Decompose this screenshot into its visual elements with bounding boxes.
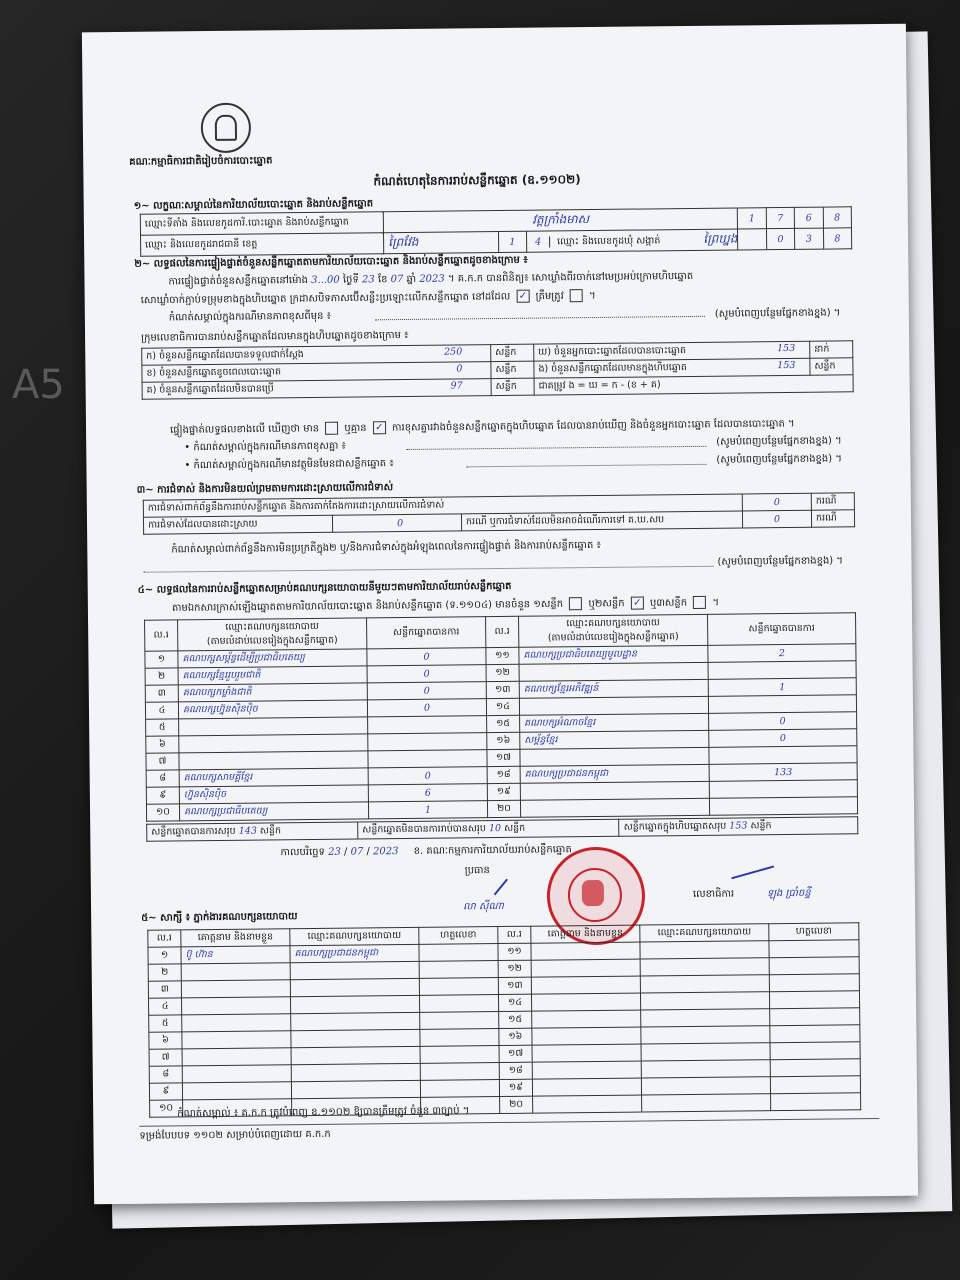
resolved-value: 0 (396, 517, 404, 529)
date-label: កាលបរិច្ឆេទ (280, 846, 325, 859)
col-votes-right: សន្លឹកឆ្នោតបានការ (708, 613, 856, 646)
objections-value: 0 (742, 493, 811, 511)
party-name-left: គណបក្សសម្ព័ន្ធដើម្បីប្រជាធិបតេយ្យ (178, 649, 367, 668)
w-col-party-right: ឈ្មោះគណបក្សនយោបាយ (640, 924, 769, 942)
witness-party-right (640, 958, 769, 976)
witness-party-right (641, 1060, 770, 1078)
three-sheets-checkbox[interactable] (693, 596, 706, 609)
witness-name-right (531, 942, 640, 960)
party-name-right: គណបក្សអំណាចខ្មែរ (520, 713, 709, 732)
witness-party-right (641, 1077, 770, 1095)
total-valid-label: សន្លឹកឆ្នោតបានការសរុប (151, 825, 236, 838)
unresolved-value: 0 (742, 510, 811, 528)
party-no-right: ១១ (486, 647, 519, 664)
party-votes-right: 0 (709, 729, 857, 748)
station-code-1: 1 (738, 208, 767, 229)
party-no-right: ១៣ (486, 681, 519, 698)
party-no-left: ៥ (146, 719, 179, 736)
witness-sign-left (419, 995, 498, 1013)
witness-no-right: ១៩ (499, 1079, 532, 1096)
objections-table (143, 492, 855, 534)
witness-no-right: ១១ (498, 943, 531, 960)
party-name-right (519, 662, 708, 681)
witness-table (147, 922, 861, 1117)
col-no-left: ល.រ (145, 620, 178, 651)
witness-party-left: គណបក្សប្រជាជនកម្ពុជា (290, 944, 419, 962)
one-sheet-checkbox[interactable] (569, 597, 582, 610)
w-col-sign-right: ហត្ថលេខា (769, 923, 859, 941)
party-no-left: ៧ (146, 753, 179, 770)
witness-party-left (291, 1063, 420, 1081)
received-value: 250 (444, 346, 463, 358)
party-name-right (520, 798, 709, 817)
witness-name-right (532, 1078, 641, 1096)
witness-sign-left (419, 961, 498, 979)
chair-signature (494, 879, 508, 896)
witness-name-right (531, 959, 640, 977)
witness-name-left (182, 997, 291, 1015)
party-votes-left: 0 (367, 648, 486, 666)
witness-body (148, 940, 861, 1117)
witness-no-right: ១២ (498, 960, 531, 977)
witness-sign-left (420, 1029, 499, 1047)
witness-name-right (531, 993, 640, 1011)
r1-label: ឈ្មោះទីតាំង និងលេខកូដការិ.បោះឆ្នោត និងរាប់សន្លឹកឆ្នោត (140, 212, 383, 236)
objections-label: ការជំទាស់ពាក់ព័ន្ធនឹងការរាប់សន្លឹកឆ្នោត និងការតាក់តែងការដោះស្រាយលើការជំទាស់ (143, 494, 742, 517)
two-sheets-label: ឬ២សន្លឹក (588, 598, 625, 610)
witness-name-right (532, 1044, 641, 1062)
witness-no-left: ១ (148, 947, 181, 964)
witness-party-left (290, 995, 419, 1013)
verification-day: 23 (361, 274, 375, 286)
party-name-left: គណបក្សហ្វ៊ុនស៊ិនប៉ិច (178, 700, 367, 719)
unit-d: នាក់ (810, 341, 853, 358)
count-formula: ជាគម្រូវ ង = ឃ = ក - (ខ + គ) (534, 375, 853, 395)
party-no-left: ៩ (146, 787, 179, 804)
note-hint-3: (សូមបំពេញបន្ថែមផ្នែកខាងខ្នង) ។ (716, 453, 842, 466)
total-invalid-value: 10 (488, 823, 502, 835)
form-footer: ទម្រង់បែបបទ ១១០២ សម្រាប់បំពេញដោយ គ.ក.ក (139, 1128, 331, 1142)
count-table (141, 340, 854, 399)
note-hint-4: (សូមបំពេញបន្ថែមផ្នែកខាងខ្នង) ។ (717, 555, 844, 568)
section-2-title: ២~ លទ្ធផលនៃការផ្ទៀងផ្ទាត់ចំនួនសន្លឹកឆ្នោតតាមការិយាល័យបោះឆ្នោត និងរាប់សន្លឹកឆ្នោតដូចខាងក្រោម ៖ (134, 254, 528, 270)
witness-sign-right (770, 1008, 860, 1026)
province-name: ព្រៃវែង (384, 231, 499, 253)
party-votes-right (709, 797, 857, 816)
party-no-right: ១២ (486, 664, 519, 681)
witness-sign-left (419, 978, 498, 996)
date-day: 23 (328, 846, 341, 858)
party-no-right: ១៥ (487, 715, 520, 732)
bullet-note-1: • កំណត់សម្គាល់ក្នុងករណីមានភាពខុសគ្នា ៖ (184, 440, 346, 454)
total-valid-value: 143 (238, 825, 257, 837)
secretary-signature (731, 865, 774, 879)
line1-text-c: ខែ (377, 274, 388, 286)
party-no-left: ៤ (145, 702, 178, 719)
witness-party-left (291, 1046, 420, 1064)
secretary-label: លេខាធិការ (692, 888, 735, 900)
witness-no-left: ៥ (149, 1015, 182, 1032)
party-votes-left: 0 (368, 767, 487, 785)
unit-b: សន្លឹក (491, 361, 534, 378)
witness-name-right (532, 1027, 641, 1045)
witness-name-right (533, 1095, 642, 1113)
party-votes-left: 1 (368, 801, 487, 819)
copies-note: កំណត់សម្គាល់ ៖ គ.ក.ក ត្រូវបំពេញ ឧ.១១០២ ឱ្យបានត្រឹមត្រូវ ចំនួន ៣ច្បាប់ ។ (177, 1105, 470, 1120)
line2-text: សោឃ្លាំចាក់ភ្ជាប់ទម្រុមខាងក្នុងហិបឆ្នោត ក្រដាសបិទភាសប៊ើសន្លឹះប្រឡោះលើកសន្លឹកឆ្នោត នៅដដែល (140, 291, 511, 307)
party-votes-right (709, 780, 857, 799)
witness-sign-right (769, 957, 859, 975)
witness-sign-left (420, 1080, 499, 1098)
verification-line-2: សោឃ្លាំចាក់ភ្ជាប់ទម្រុមខាងក្នុងហិបឆ្នោត ក្រដាសបិទភាសប៊ើសន្លឹះប្រឡោះលើកសន្លឹកឆ្នោត នៅដដែល ✓ ត្រឹមត្រូវ ។ (140, 290, 596, 307)
verification-month: 07 (390, 273, 404, 286)
party-name-left: គណបក្សខ្មែររួបរួមជាតិ (178, 666, 367, 685)
party-no-left: ១ (145, 651, 178, 668)
party-no-right: ១៧ (487, 749, 520, 766)
witness-no-left: ៦ (149, 1032, 182, 1049)
verification-line-1 (168, 270, 693, 288)
total-box-unit: សន្លឹក (750, 820, 772, 832)
party-name-left: ហ្វ៊ុនស៊ិនប៉ិច (179, 785, 368, 804)
party-no-right: ១៨ (487, 766, 520, 783)
check-text-c: ការខុសគ្នារវាងចំនួនសន្លឹកឆ្នោតក្នុងហិបឆ្នោត ដែលបានរាប់ឃើញ និងចំនួនអ្នកបោះឆ្នោត ដែលបានបោះឆ្នោត ។ (391, 418, 795, 434)
r2-label: ឈ្មោះ និងលេខកូដរាជធានី ខេត្ត (141, 233, 384, 257)
note-hint-1: (សូមបំពេញបន្ថែមផ្នែកខាងខ្នង) ។ (714, 307, 841, 320)
witness-sign-right (771, 1093, 861, 1111)
section-1-title: ១~ លក្ខណៈសម្គាល់នៃការិយាល័យបោះឆ្នោត និងរាប់សន្លឹកឆ្នោត (133, 198, 374, 212)
witness-party-right (640, 941, 769, 959)
polling-station-name: វត្តក្រាំងមាស (383, 208, 737, 233)
col-votes-left: សន្លឹកឆ្នោតបានការ (367, 617, 486, 649)
witness-party-left (291, 1029, 420, 1047)
party-name-right: សម្ព័ន្ធខ្មែរ (520, 730, 709, 749)
witness-sign-right (770, 1076, 860, 1094)
results-body (145, 644, 858, 821)
col-party-right (519, 614, 708, 647)
station-code-2: 7 (766, 207, 795, 228)
objections-unit: ករណី (811, 493, 854, 510)
party-no-left: ៦ (146, 736, 179, 753)
witness-name-left (182, 1065, 291, 1083)
unresolved-label: ករណី ឬការជំទាស់ដែលមិនអាចដំណើរការទៅ គ.ឃ.សប (461, 511, 742, 531)
party-votes-right: 133 (709, 763, 857, 782)
witness-sign-left (419, 944, 498, 962)
in-box-value: 153 (777, 359, 796, 372)
discrepancy-check (170, 417, 795, 437)
party-name-right (519, 696, 708, 715)
witness-no-right: ២០ (500, 1096, 533, 1113)
unit-a: សន្លឹក (491, 344, 534, 361)
col-party-right-title: ឈ្មោះគណបក្សនយោបាយ (566, 617, 660, 630)
line1-text-d: ឆ្នាំ (406, 273, 417, 285)
witness-no-left: ២ (148, 964, 181, 981)
witness-party-left (290, 961, 419, 979)
total-valid-unit: សន្លឹក (259, 825, 282, 837)
nec-logo-icon (201, 103, 252, 154)
party-name-left: គណបក្សប្រជាធិបតេយ្យ (179, 802, 368, 821)
line1-text-a: ការផ្ទៀងផ្ទាត់ចំនួនសន្លឹកឆ្នោតនៅម៉ោង (168, 274, 309, 288)
party-votes-right: 1 (708, 678, 856, 697)
unit-e: សន្លឹក (810, 358, 853, 375)
commune-code-1: 0 (766, 228, 795, 249)
witness-sign-right (770, 1042, 860, 1060)
party-no-left: ២ (145, 668, 178, 685)
witness-sign-left (420, 1046, 499, 1064)
section-4-title: ៤~ លទ្ធផលនៃការរាប់សន្លឹកឆ្នោតសម្រាប់គណបក្សនយោបាយនីមួយៗតាមការិយាល័យរាប់សន្លឹកឆ្នោត (137, 580, 512, 596)
col-no-right: ល.រ (486, 616, 519, 647)
spoiled-value: 0 (456, 363, 463, 375)
party-no-right: ២០ (487, 800, 520, 817)
witness-name-left (182, 1082, 291, 1100)
witness-name-left (182, 1048, 291, 1066)
chair-name: លា ស៊ីណា (463, 900, 504, 913)
party-votes-left (368, 750, 487, 768)
party-name-right: គណបក្សខ្មែរអភិវឌ្ឍន៍ (519, 679, 708, 698)
party-name-right: គណបក្សប្រជាជនកម្ពុជា (520, 764, 709, 783)
witness-no-right: ១៦ (499, 1028, 532, 1045)
section-1-table (140, 206, 852, 256)
witness-sign-right (769, 940, 859, 958)
party-votes-right: 0 (709, 712, 857, 731)
party-no-left: ៣ (145, 685, 178, 702)
party-votes-left (368, 733, 487, 751)
received-label: ក) ចំនួនសន្លឹកឆ្នោតដែលបានទទួលជាក់ស្តែង (146, 349, 304, 362)
witness-no-left: ៨ (149, 1066, 182, 1083)
witness-sign-right (769, 991, 859, 1009)
voters-value: 153 (777, 342, 796, 355)
tally-intro: តាមឯកសារក្រាស់ឡើងឆ្នោតតាមការិយាល័យបោះឆ្នោត និងរាប់សន្លឹកឆ្នោត (ទ.១១០៤) មានចំនួន ១សន្លឹក (171, 598, 564, 614)
party-name-left: គណបក្សកម្លាំងជាតិ (178, 683, 367, 702)
party-votes-left: 0 (367, 665, 486, 683)
unused-value: 97 (450, 380, 463, 392)
commune-label: ឈ្មោះ និងលេខកូដឃុំ សង្កាត់ (557, 235, 661, 248)
signing-date: កាលបរិច្ឆេទ 23 / 07 / 2023 ខ. គណៈកម្មការការិយាល័យរាប់សន្លឹកឆ្នោត (280, 844, 572, 859)
correct-label: ត្រឹមត្រូវ (535, 290, 564, 303)
party-no-right: ១៩ (487, 783, 520, 800)
tally-sheet-count: តាមឯកសារក្រាស់ឡើងឆ្នោតតាមការិយាល័យបោះឆ្នោត និងរាប់សន្លឹកឆ្នោត (ទ.១១០៤) មានចំនួន ១សន្លឹក ឬ២សន្លឹក ✓ ឬ៣សន្លឹក ។ (171, 597, 720, 614)
witness-party-left (290, 978, 419, 996)
total-invalid-unit: សន្លឹក (504, 822, 526, 834)
line1-text-b: ថ្ងៃទី (342, 274, 359, 286)
note-hint-2: (សូមបំពេញបន្ថែមផ្នែកខាងខ្នង) ។ (716, 435, 842, 448)
party-votes-right (708, 695, 856, 714)
party-votes-left: 0 (367, 682, 486, 700)
line1-text-e: ។ គ.ក.ក បានពិនិត្យ៖ សោឃ្លាំងពីរចាក់នៅមេប្រអប់ក្រោមហិបឆ្នោត (447, 270, 694, 285)
no-discrepancy-checkbox[interactable]: ✓ (373, 421, 386, 434)
witness-no-left: ៣ (148, 981, 181, 998)
witness-name-left (182, 1031, 291, 1049)
check-text-a: ផ្ទៀងផ្ទាត់លទ្ធផលខាងលើ ឃើញថា មាន (170, 423, 320, 436)
results-table (144, 612, 858, 821)
commune-code-3: 8 (823, 228, 852, 249)
witness-name-left: ប៊ូ ហ៊ាន (181, 946, 290, 964)
three-sheets-label: ឬ៣សន្លឹក (649, 597, 688, 609)
w-col-no-right: ល.រ (498, 926, 531, 943)
witness-no-left: ១០ (150, 1100, 183, 1117)
form-sheet (82, 24, 918, 1205)
verification-year: 2023 (419, 273, 445, 285)
total-invalid-label: សន្លឹកឆ្នោតមិនបានការរាប់បានសរុប (362, 823, 486, 836)
w-col-party-left: ឈ្មោះគណបក្សនយោបាយ (290, 927, 419, 945)
witness-sign-left (420, 1012, 499, 1030)
witness-party-left (291, 1080, 420, 1098)
witness-sign-right (770, 1025, 860, 1043)
province-code-1: 1 (498, 231, 527, 252)
party-name-left (179, 734, 368, 753)
unit-c: សន្លឹក (491, 378, 534, 395)
count-intro: ក្រុមលេខាធិការ​បាន​រាប់​សន្លឹក​ឆ្នោត​ដែល​មាន​ក្នុង​ហិប​ឆ្នោត​ដូច​ខាង​ក្រោម ៖ (141, 329, 409, 344)
in-box-label: ង) ចំនួនសន្លឹកឆ្នោតដែលមានក្នុងហិបឆ្នោត (538, 362, 687, 375)
total-box-value: 153 (729, 820, 748, 832)
commune-code-2: 3 (795, 228, 824, 249)
witness-name-right (532, 1061, 641, 1079)
witness-name-left (181, 980, 290, 998)
party-votes-right (708, 661, 856, 680)
province-code-2: 4 (527, 236, 550, 247)
verification-time: 3...00 (311, 274, 340, 286)
witness-name-left (181, 963, 290, 981)
witness-no-left: ៩ (149, 1083, 182, 1100)
party-no-right: ១៦ (487, 732, 520, 749)
org-name: គណៈកម្មាធិការជាតិរៀបចំការបោះឆ្នោត (129, 155, 273, 168)
w-col-sign-left: ហត្ថលេខា (419, 927, 498, 945)
party-votes-left (368, 716, 487, 734)
w-col-no-left: ល.រ (148, 930, 181, 947)
station-code-4: 8 (823, 207, 852, 228)
section-3-title: ៣~ ការជំទាស់ និងការមិនយល់ព្រមតាមការដោះស្រាយលើការជំទាស់ (136, 482, 394, 496)
witness-no-left: ៤ (149, 998, 182, 1015)
has-discrepancy-checkbox[interactable] (325, 422, 338, 435)
witness-party-right (641, 1026, 770, 1044)
witness-sign-right (769, 974, 859, 992)
witness-sign-left (420, 1063, 499, 1081)
witness-party-right (640, 975, 769, 993)
correct-checkbox[interactable]: ✓ (516, 290, 529, 303)
unresolved-unit: ករណី (811, 510, 854, 527)
witness-no-right: ១៥ (499, 1011, 532, 1028)
col-party-left (178, 618, 367, 651)
date-month: 07 (350, 846, 364, 858)
party-votes-left: 6 (368, 784, 487, 802)
party-no-left: ៨ (146, 770, 179, 787)
party-votes-right (709, 746, 857, 765)
witness-name-right (532, 1010, 641, 1028)
col-party-left-sub: (តាមលំដាប់លេខរៀងក្នុងសន្លឹកឆ្នោត) (206, 634, 338, 648)
party-name-left (179, 717, 368, 736)
spoiled-label: ខ) ចំនួនសន្លឹកឆ្នោតខូចពេលបោះឆ្នោត (146, 366, 282, 379)
witness-name-right (531, 976, 640, 994)
chair-label: ប្រធាន (464, 865, 490, 877)
witness-party-right (642, 1094, 771, 1112)
two-sheets-checkbox[interactable]: ✓ (631, 596, 644, 609)
witness-no-right: ១៨ (499, 1062, 532, 1079)
bullet-note-2: • កំណត់សម្គាល់ក្នុងករណីមានវត្ថុមិនមែនជាសន្លឹកឆ្នោត ៖ (184, 458, 394, 472)
station-code-3: 6 (794, 207, 823, 228)
background-marking: A5 (12, 362, 65, 408)
check-text-b: ឬគ្មាន (344, 422, 367, 435)
party-name-left: គណបក្សសាមគ្គីខ្មែរ (179, 768, 368, 787)
incorrect-checkbox[interactable] (570, 289, 583, 302)
party-no-right: ១៤ (486, 698, 519, 715)
witness-party-right (640, 992, 769, 1010)
w-col-name-left: គោត្តនាម និងនាមខ្លួន (181, 929, 290, 947)
party-name-left (179, 751, 368, 770)
witness-name-left (182, 1014, 291, 1032)
resolved-label: ការជំទាស់ដែលបានដោះស្រាយ (143, 515, 332, 534)
party-votes-right: 2 (708, 644, 856, 663)
party-name-right: គណបក្សប្រជាធិបតេយ្យមូលដ្ឋាន (519, 645, 708, 664)
witness-no-right: ១៧ (499, 1045, 532, 1062)
secretary-name: ឡុង ប្រាំចន្ទី (766, 887, 811, 900)
witness-sign-right (770, 1059, 860, 1077)
section-5-title: ៥~ សាក្សី ៖ ភ្នាក់ងារគណបក្សនយោបាយ (141, 911, 298, 924)
witness-party-left (291, 1012, 420, 1030)
party-name-right (520, 781, 709, 800)
party-votes-left: 0 (367, 699, 486, 717)
w-col-name-right: គោត្តនាម និងនាមខ្លួន (531, 925, 640, 943)
unused-label: គ) ចំនួនសន្លឹកឆ្នោតដែលមិនបានប្រើ (146, 383, 274, 396)
total-box-label: សន្លឹកឆ្នោតក្នុងហិបឆ្នោតសរុប (623, 820, 727, 833)
page-title: កំណត់ហេតុនៃការរាប់សន្លឹកឆ្នោត (ឧ.១១០២) (373, 172, 581, 189)
note-discrepancy: កំណត់សម្គាល់ក្នុងករណីមានភាពខុសពីមុន ៖ (168, 310, 332, 324)
date-year: 2023 (372, 846, 399, 858)
irregularities-note: កំណត់សម្គាល់ពាក់ព័ន្ធនឹងការមិនប្រក្រតីក្នុង២ ឬ/និងការជំទាស់ក្នុងអំឡុងពេលនៃការផ្ទៀងផ្ទាត់ និងការរាប់សន្លឹកឆ្នោត ៖ (171, 539, 601, 556)
witness-no-right: ១៤ (498, 994, 531, 1011)
party-no-left: ១០ (146, 804, 179, 821)
witness-party-right (641, 1043, 770, 1061)
voters-label: ឃ) ចំនួនអ្នកបោះឆ្នោតដែលបានបោះឆ្នោត (538, 345, 687, 358)
committee-label: ខ. គណៈកម្មការការិយាល័យរាប់សន្លឹកឆ្នោត (413, 844, 572, 857)
col-party-right-sub: (តាមលំដាប់លេខរៀងក្នុងសន្លឹកឆ្នោត) (547, 631, 679, 644)
witness-party-right (641, 1009, 770, 1027)
col-party-left-title: ឈ្មោះគណបក្សនយោបាយ (225, 620, 319, 633)
witness-no-right: ១៣ (498, 977, 531, 994)
party-name-right (520, 747, 709, 766)
witness-no-left: ៧ (149, 1049, 182, 1066)
commune-name: ព្រៃឃ្នង (703, 231, 738, 246)
